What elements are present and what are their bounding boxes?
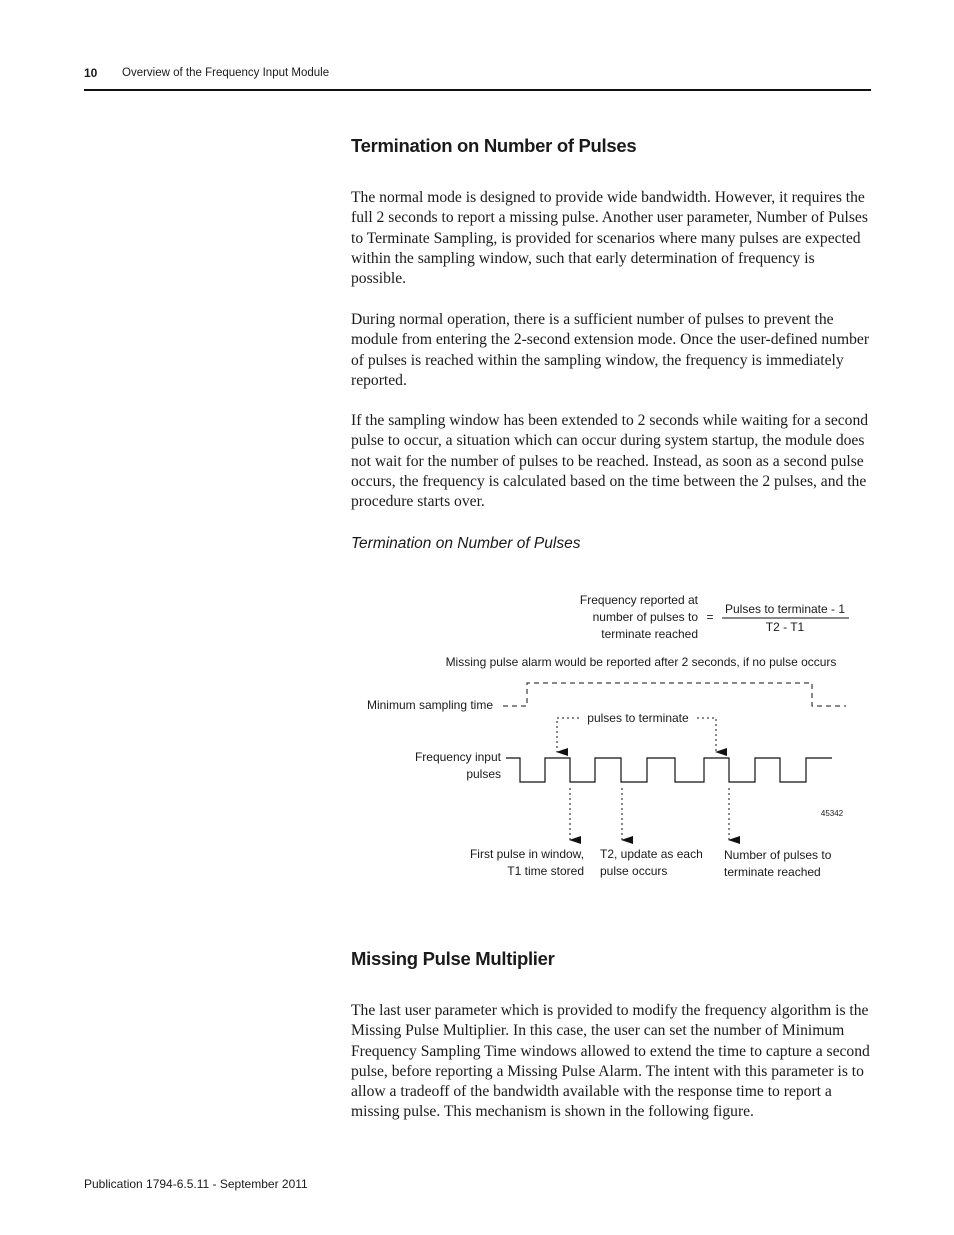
paragraph: The last user parameter which is provided to modify the frequency algorithm is the Missing Pulse Multiplier. In this case, the user can set the number of Minimum Frequency Sampling Time windows allowed to extend the time to capture a second pulse, before reporting a Missing Pulse Alarm. The intent with this parameter is to allow a tradeoff of the bandwidth available with the response time to report a missing pulse. This mechanism is shown in the following figure. — [351, 1002, 870, 1121]
callout-t2: T2, update as each — [600, 847, 703, 861]
paragraph: The normal mode is designed to provide wide bandwidth. However, it requires the full 2 seconds to report a missing pulse. Another user parameter, Number of Pulses to Terminate Sampling, is provided for scenarios where many pulses are expected within the sampling window, such that early determination of frequency is possible. — [351, 189, 868, 288]
paragraph: If the sampling window has been extended to 2 seconds while waiting for a second pulse to occur, a situation which can occur during system startup, the module does not wait for the number of pulses to be reached. Instead, as soon as a second pulse occurs, the frequency is calculated based on the time between the 2 pulses, and the procedure starts over. — [351, 412, 869, 511]
pulses-to-terminate-label: pulses to terminate — [587, 711, 689, 725]
callout-first-pulse: T1 time stored — [507, 864, 584, 878]
terminate-bracket-left — [557, 718, 579, 752]
freq-input-label: pulses — [466, 767, 501, 781]
callout-first-pulse: First pulse in window, — [469, 847, 584, 861]
figure-caption: Termination on Number of Pulses — [351, 535, 581, 552]
min-sampling-label: Minimum sampling time — [366, 698, 493, 712]
formula-denominator: T2 - T1 — [765, 620, 805, 634]
callout-number-reached: Number of pulses to — [724, 848, 832, 862]
running-header-title: Overview of the Frequency Input Module — [122, 67, 330, 79]
callout-number-reached: terminate reached — [724, 865, 821, 879]
footer-publication: Publication 1794-6.5.11 - September 2011 — [84, 1177, 308, 1191]
formula-lhs-line: Frequency reported at — [579, 593, 698, 607]
callout-t2: pulse occurs — [600, 864, 668, 878]
freq-input-label: Frequency input — [414, 750, 501, 764]
formula-equals: = — [706, 610, 714, 624]
formula-lhs-line: number of pulses to — [592, 610, 698, 624]
pulse-waveform — [506, 758, 832, 782]
section-heading-termination: Termination on Number of Pulses — [351, 135, 637, 156]
missing-pulse-note: Missing pulse alarm would be reported after 2 seconds, if no pulse occurs — [445, 655, 837, 669]
page-number: 10 — [84, 66, 98, 80]
section-heading-missing-pulse-multiplier: Missing Pulse Multiplier — [351, 948, 555, 969]
sampling-window-dashed — [503, 683, 846, 706]
formula-lhs-line: terminate reached — [601, 627, 698, 641]
formula-numerator: Pulses to terminate - 1 — [724, 602, 846, 616]
figure-id: 45342 — [820, 809, 844, 818]
paragraph: During normal operation, there is a sufficient number of pulses to prevent the module from entering the 2-second extension mode. Once the user-defined number of pulses is reached within the sampling window, the frequency is immediately reported. — [351, 311, 870, 389]
terminate-bracket-right — [697, 718, 716, 752]
